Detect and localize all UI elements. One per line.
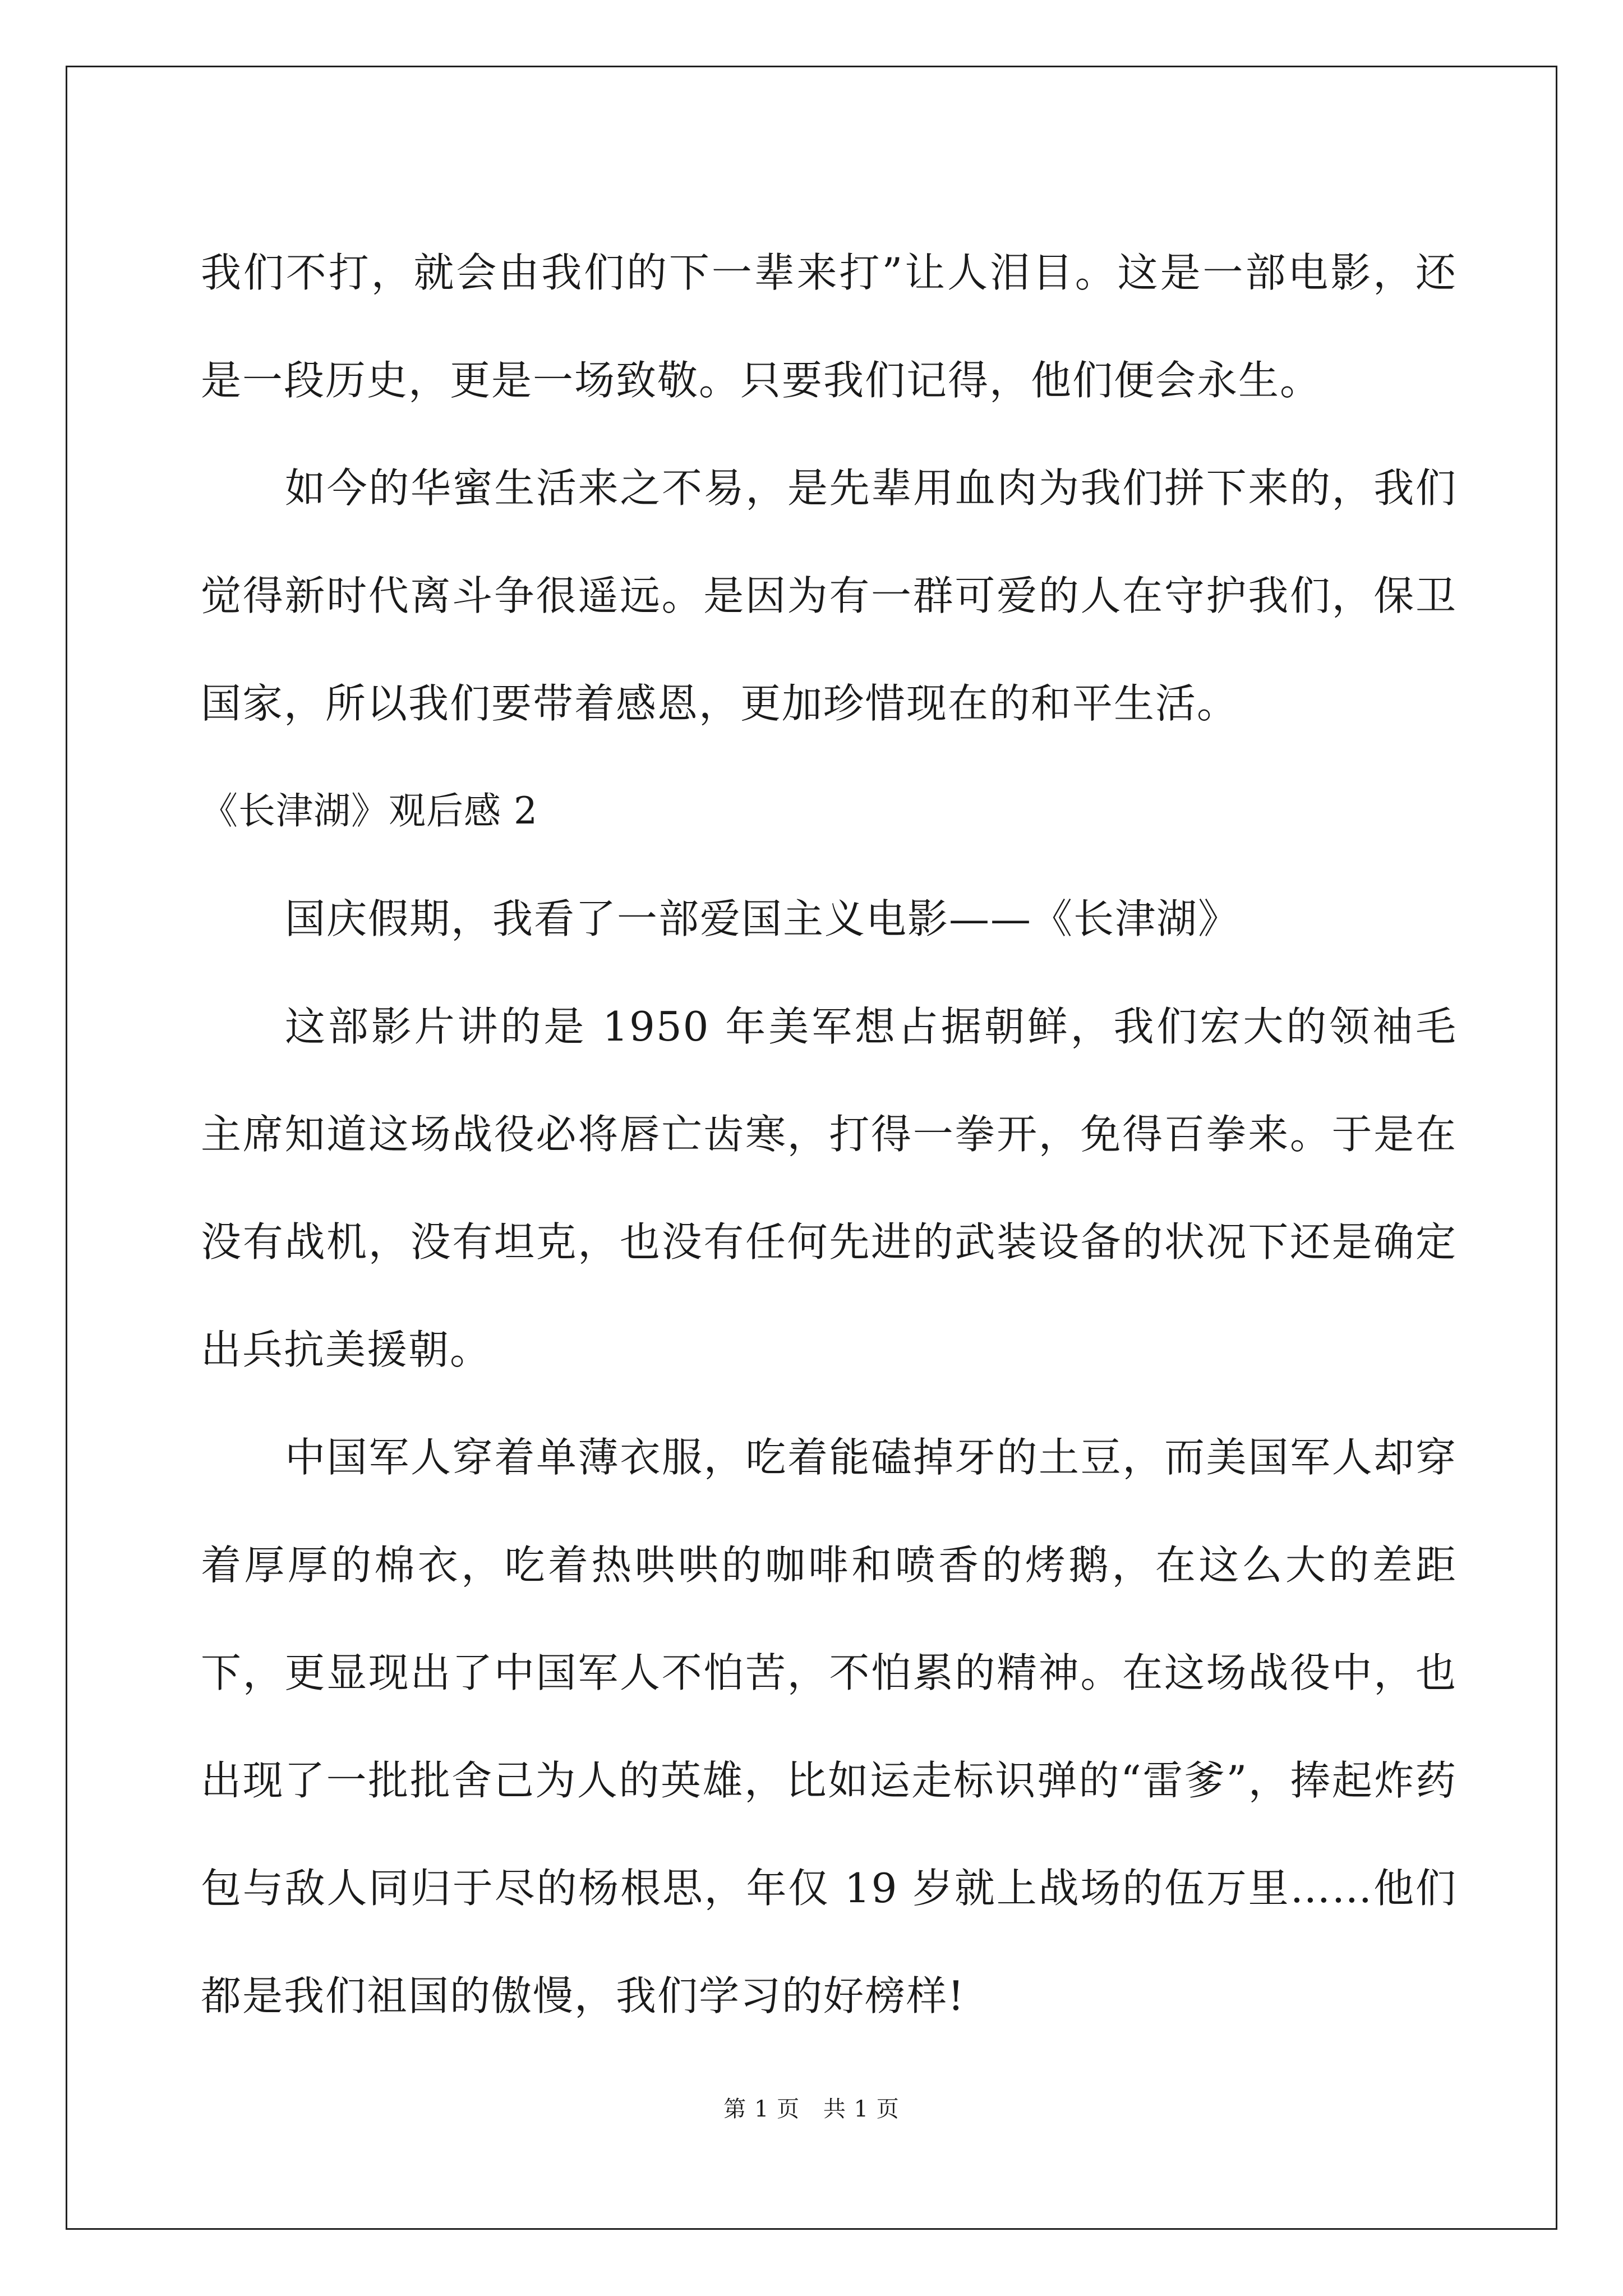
section-paragraph-3: 中国军人穿着单薄衣服，吃着能磕掉牙的土豆，而美国军人却穿着厚厚的棉衣，吃着热哄哄的咖啡和喷香的烤鹅，在这么大的差距下，更显现出了中国军人不怕苦，不怕累的精神。在这场战役中，也出现了一批批舍己为人的英雄，比如运走标识弹的“雷爹”，捧起炸药包与敌人同归于尽的杨根思，年仅 19 岁就上战场的伍万里……他们都是我们祖国的傲慢，我们学习的好榜样! — [201, 1434, 1457, 2019]
paragraph-2: 如今的华蜜生活来之不易，是先辈用血肉为我们拼下来的，我们觉得新时代离斗争很遥远。是因为有一群可爱的人在守护我们，保卫国家，所以我们要带着感恩，更加珍惜现在的和平生活。 — [201, 464, 1457, 727]
document-body — [201, 219, 1457, 2050]
page-total: 共 1 页 — [823, 2096, 900, 2122]
page-footer — [0, 2091, 1623, 2123]
section-title: 《长津湖》观后感 2 — [201, 789, 538, 832]
page-number: 第 1 页 — [723, 2096, 800, 2122]
paragraph-1: 我们不打，就会由我们的下一辈来打”让人泪目。这是一部电影，还是一段历史，更是一场致敬。只要我们记得，他们便会永生。 — [201, 249, 1457, 404]
section-paragraph-1: 国庆假期，我看了一部爱国主义电影——《长津湖》 — [285, 895, 1240, 942]
section-paragraph-2: 这部影片讲的是 1950 年美军想占据朝鲜，我们宏大的领袖毛主席知道这场战役必将唇亡齿寒，打得一拳开，免得百拳来。于是在没有战机，没有坦克，也没有任何先进的武装设备的状况下还是确定出兵抗美援朝。 — [201, 1003, 1457, 1373]
